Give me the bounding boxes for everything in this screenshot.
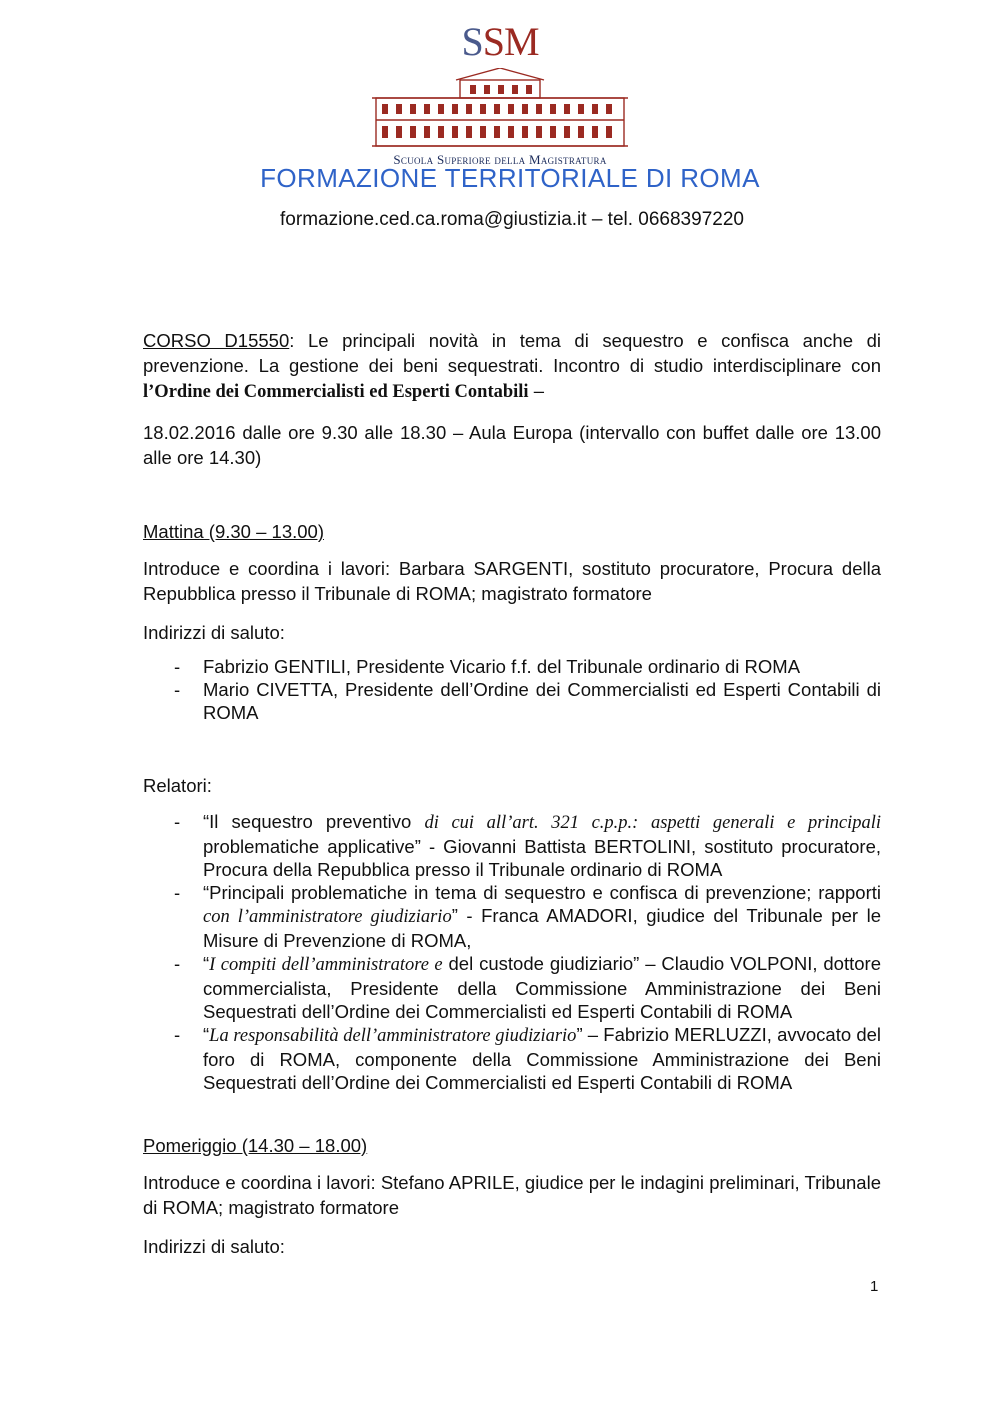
afternoon-coordinator: Introduce e coordina i lavori: Stefano APRILE, giudice per le indagini preliminari, Tribunale di ROMA; magistrato formatore: [143, 1172, 881, 1218]
list-item: - “Il sequestro preventivo di cui all’art. 321 c.p.p.: aspetti generali e principali problematiche applicative” - Giovanni Battista BERTOLINI, sostituto procuratore, Procura della Repubblica presso il Tribunale ordinario di ROMA: [174, 811, 881, 880]
morning-greetings-list: [143, 655, 881, 724]
list-item: - “I compiti dell’amministratore e del custode giudiziario” – Claudio VOLPONI, dottore commercialista, Presidente della Commissione Amministrazione dei Beni Sequestrati dell’Ordine dei Commercialisti ed Esperti Contabili di ROMA: [174, 953, 881, 1022]
list-item: - “La responsabilità dell’amministratore giudiziario” – Fabrizio MERLUZZI, avvocato del foro di ROMA, componente della Commissione Amministrazione dei Beni Sequestrati dell’Ordine dei Commercialisti ed Esperti Contabili di ROMA: [174, 1024, 882, 1093]
logo-subtitle: Scuola Superiore della Magistratura: [393, 152, 607, 167]
afternoon-heading: Pomeriggio (14.30 – 18.00): [143, 1135, 368, 1156]
course-title-bold: l’Ordine dei Commercialisti ed Esperti Contabili: [143, 382, 529, 402]
course-title: CORSO D15550: Le principali novità in tema di sequestro e confisca anche di prevenzione. La gestione dei beni sequestrati. Incontro di studio interdisciplinare con l’Ordine dei Commercialisti ed Esperti Contabili –: [143, 330, 881, 402]
page-number: 1: [870, 1278, 879, 1295]
course-schedule: 18.02.2016 dalle ore 9.30 alle 18.30 – Aula Europa (intervallo con buffet dalle ore 13.00 alle ore 14.30): [143, 422, 881, 468]
list-item: - Fabrizio GENTILI, Presidente Vicario f.f. del Tribunale ordinario di ROMA: [174, 656, 801, 677]
list-item: - “Principali problematiche in tema di sequestro e confisca di prevenzione; rapporti con l’amministratore giudiziario” - Franca AMADORI, giudice del Tribunale per le Misure di Prevenzione di ROMA,: [174, 882, 881, 951]
speakers-list: [143, 810, 881, 1094]
logo-letters: SSM: [461, 19, 539, 64]
afternoon-greetings-label: Indirizzi di saluto:: [143, 1236, 285, 1257]
ssm-logo: [370, 18, 630, 170]
morning-greetings-label: Indirizzi di saluto:: [143, 622, 285, 643]
contact-line: formazione.ced.ca.roma@giustizia.it – tel. 0668397220: [280, 209, 744, 230]
morning-heading: Mattina (9.30 – 13.00): [143, 521, 324, 542]
office-title: FORMAZIONE TERRITORIALE DI ROMA: [260, 163, 760, 193]
morning-coordinator: Introduce e coordina i lavori: Barbara SARGENTI, sostituto procuratore, Procura della Repubblica presso il Tribunale di ROMA; magistrato formatore: [143, 558, 881, 604]
course-code: CORSO D15550: [143, 330, 290, 351]
building-icon: [370, 68, 630, 150]
speakers-label: Relatori:: [143, 775, 212, 796]
list-item: - Mario CIVETTA, Presidente dell’Ordine dei Commercialisti ed Esperti Contabili di ROMA: [174, 679, 881, 723]
